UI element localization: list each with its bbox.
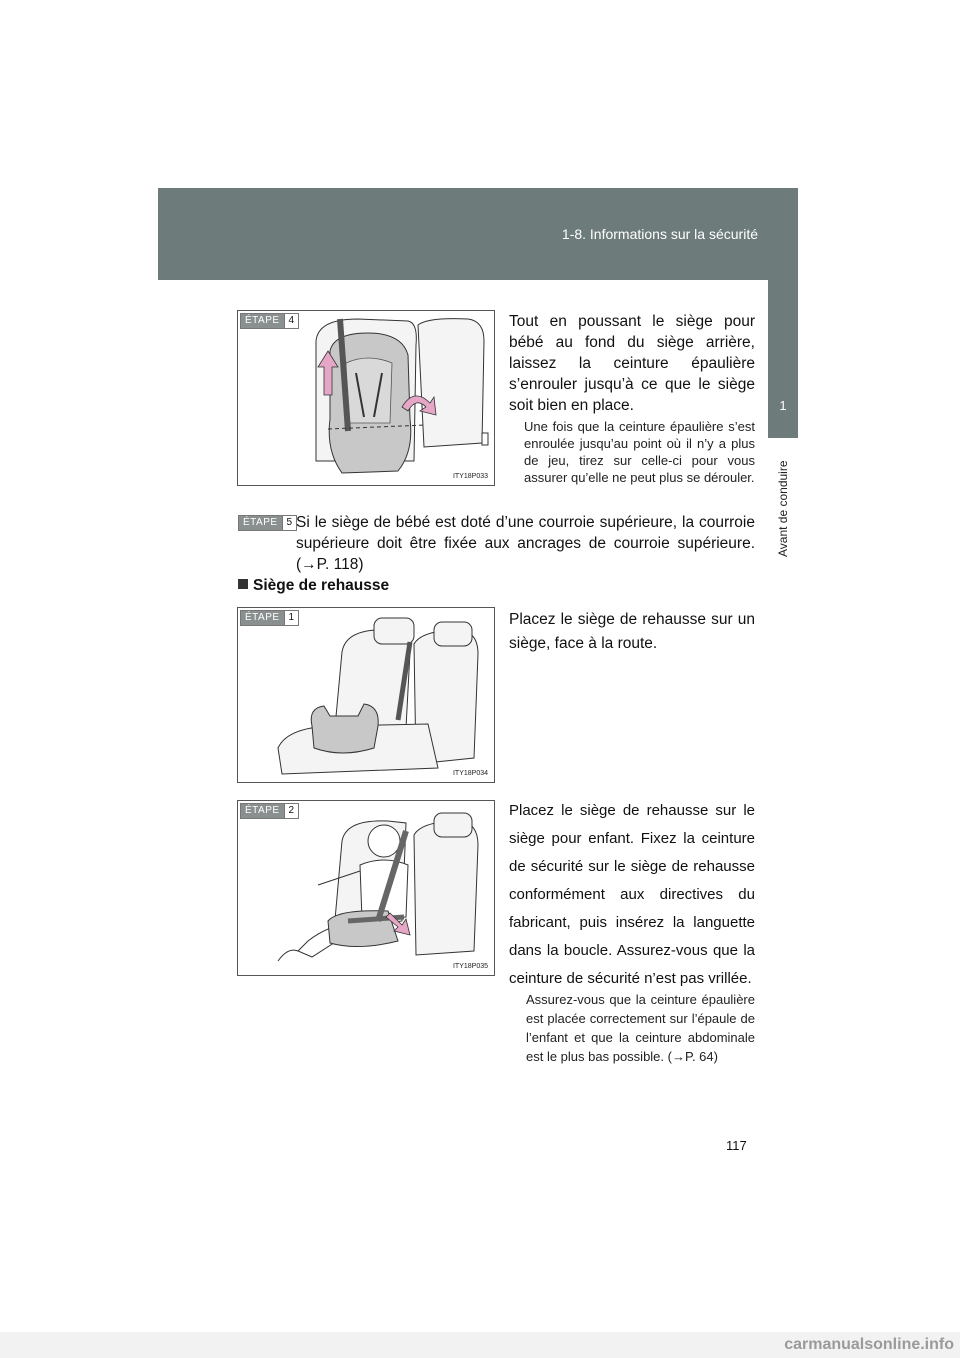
- figure-booster-placement: [237, 607, 495, 783]
- figure-code: ITY18P035: [452, 963, 488, 970]
- child-seat-illustration: [238, 311, 494, 485]
- step-badge-label: ÉTAPE: [241, 611, 284, 625]
- square-bullet-icon: [238, 579, 248, 589]
- booster-seat-illustration: [238, 608, 494, 782]
- step-badge-1: [240, 610, 299, 626]
- step-badge-2: [240, 803, 299, 819]
- watermark-text: carmanualsonline.info: [784, 1336, 954, 1353]
- booster-step2-note: Assurez-vous que la ceinture épaulière est placée correctement sur l’épaule de l’enfant et que la ceinture abdominale est le plus bas possible. (→P. 64): [526, 992, 755, 1064]
- step-badge-number: 5: [282, 516, 297, 530]
- header-band: [158, 188, 798, 280]
- figure-code: ITY18P034: [452, 770, 488, 777]
- step5-text: Si le siège de bébé est doté d’une courroie supérieure, la courroie supérieure doit être fixée aux ancrages de courroie supérieure. (→P. 118): [296, 514, 755, 573]
- section-heading-text: Siège de rehausse: [253, 577, 390, 594]
- step-badge-5: [238, 515, 297, 531]
- figure-code: ITY18P033: [452, 473, 488, 480]
- watermark-bar: [0, 1332, 960, 1358]
- booster-step2-text: Placez le siège de rehausse sur le siège pour enfant. Fixez la ceinture de sécurité sur le siège de rehausse conformément aux directives du fabricant, puis insérez la languette dans la boucle. Assurez-vous que la ceinture de sécurité n’est pas vrillée.: [509, 802, 755, 987]
- chapter-tab: [768, 280, 798, 438]
- step-badge-label: ÉTAPE: [241, 804, 284, 818]
- page-number: 117: [726, 1138, 747, 1153]
- section-title: 1-8. Informations sur la sécurité: [561, 226, 758, 242]
- step-badge-label: ÉTAPE: [241, 314, 284, 328]
- step-badge-number: 4: [284, 314, 299, 328]
- step4-text: Tout en poussant le siège pour bébé au fond du siège arrière, laissez la ceinture épaulière s’enrouler jusqu’à ce que le siège soit bien en place.: [509, 313, 755, 414]
- figure-child-seat-belt: [237, 310, 495, 486]
- step4-note: Une fois que la ceinture épaulière s’est enroulée jusqu’au point où il n’y a plus de jeu, tirez sur celle-ci pour vous assurer qu’elle ne peut plus se dérouler.: [524, 419, 755, 485]
- child-booster-illustration: [238, 801, 494, 975]
- chapter-number: 1: [779, 398, 787, 413]
- booster-step1-text: Placez le siège de rehausse sur un siège, face à la route.: [509, 611, 755, 652]
- section-heading: [238, 577, 389, 595]
- figure-booster-with-child: [237, 800, 495, 976]
- chapter-label: Avant de conduire: [776, 460, 790, 557]
- step-badge-number: 1: [284, 611, 299, 625]
- step-badge-4: [240, 313, 299, 329]
- step-badge-number: 2: [284, 804, 299, 818]
- step-badge-label: ÉTAPE: [239, 516, 282, 530]
